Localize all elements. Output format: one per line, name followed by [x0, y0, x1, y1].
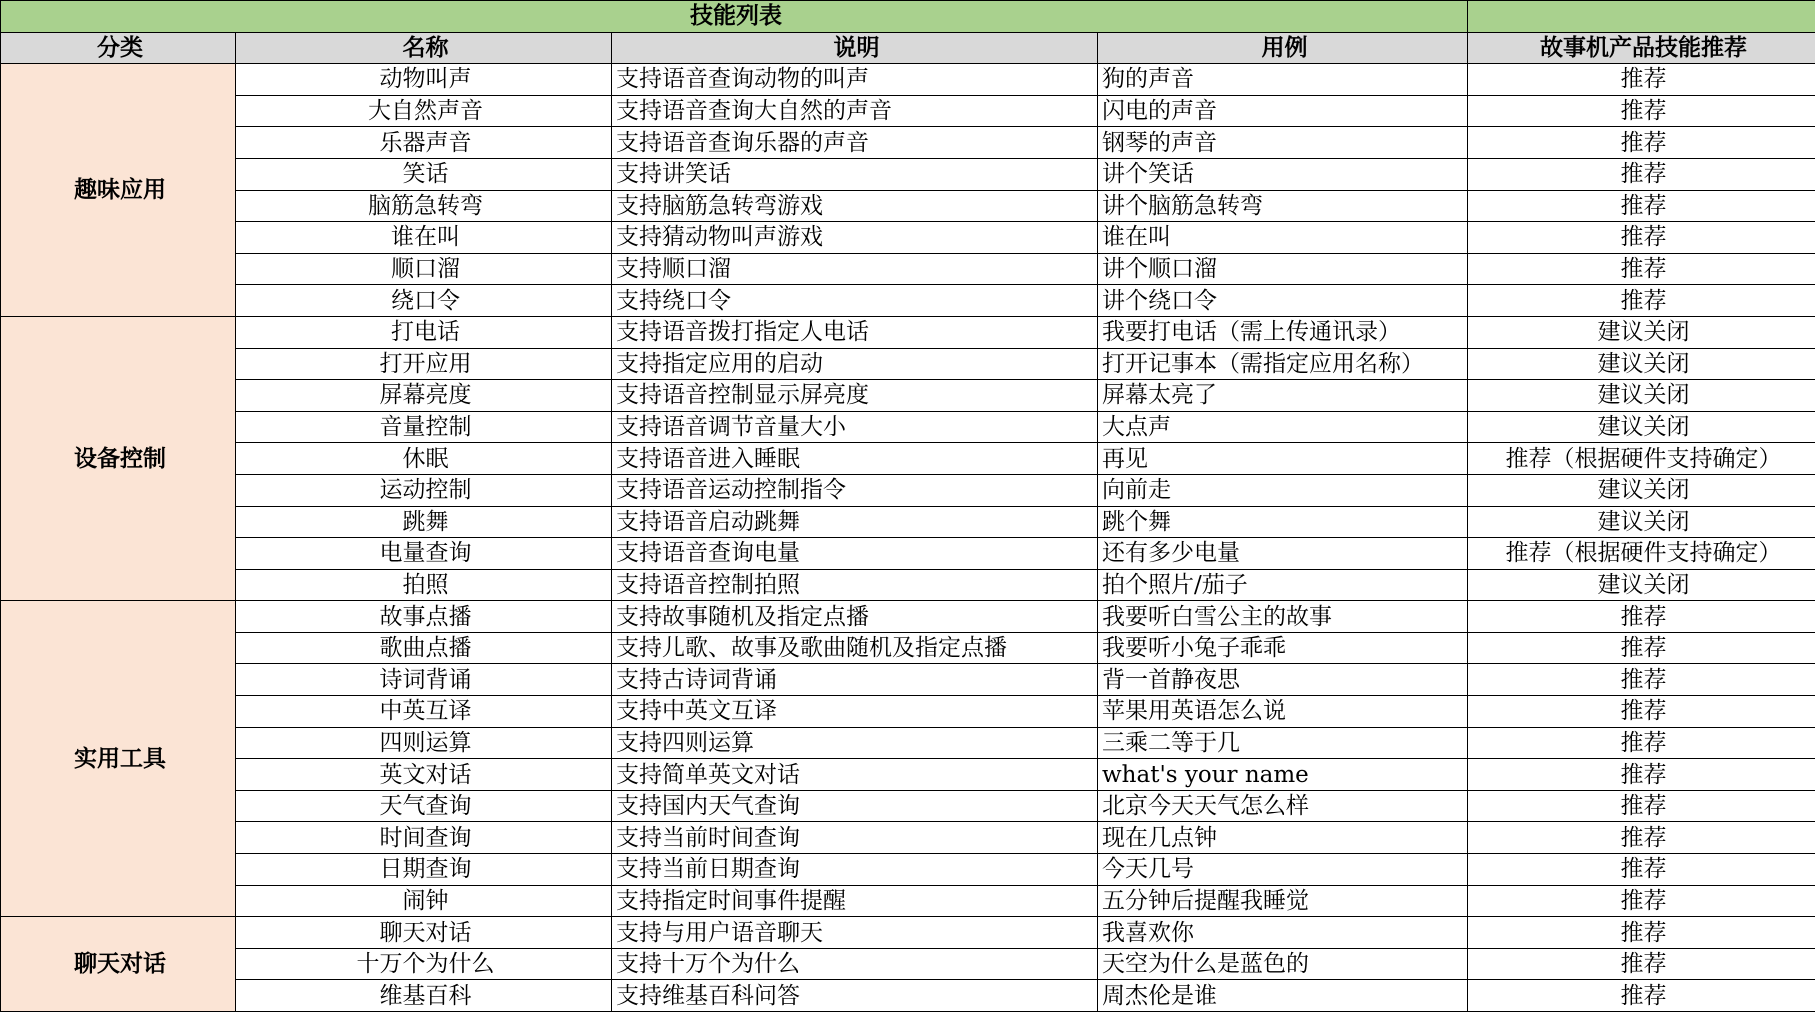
table-row	[1, 253, 1815, 285]
example-cell: what's your name	[1098, 759, 1468, 791]
example-cell: 讲个绕口令	[1098, 285, 1468, 317]
example-cell: 闪电的声音	[1098, 95, 1468, 127]
category-cell: 聊天对话	[1, 917, 236, 1012]
table-row	[1, 948, 1815, 980]
table-row	[1, 127, 1815, 159]
example-cell: 拍个照片/茄子	[1098, 569, 1468, 601]
table-row	[1, 569, 1815, 601]
example-cell: 我要听白雪公主的故事	[1098, 601, 1468, 633]
example-cell: 讲个笑话	[1098, 158, 1468, 190]
category-cell: 实用工具	[1, 601, 236, 917]
example-cell: 狗的声音	[1098, 64, 1468, 96]
example-cell: 天空为什么是蓝色的	[1098, 948, 1468, 980]
example-cell: 谁在叫	[1098, 222, 1468, 254]
recommendation-cell: 推荐	[1468, 664, 1815, 696]
table-row	[1, 696, 1815, 728]
table-row	[1, 759, 1815, 791]
skill-name-cell: 顺口溜	[236, 253, 612, 285]
example-cell: 三乘二等于几	[1098, 727, 1468, 759]
recommendation-cell: 建议关闭	[1468, 348, 1815, 380]
table-row	[1, 506, 1815, 538]
skill-name-cell: 维基百科	[236, 980, 612, 1012]
description-cell: 支持语音查询动物的叫声	[612, 64, 1098, 96]
recommendation-cell: 推荐	[1468, 190, 1815, 222]
skill-name-cell: 电量查询	[236, 538, 612, 570]
table-row	[1, 285, 1815, 317]
description-cell: 支持简单英文对话	[612, 759, 1098, 791]
table-row	[1, 822, 1815, 854]
table-row	[1, 854, 1815, 886]
example-cell: 还有多少电量	[1098, 538, 1468, 570]
example-cell: 向前走	[1098, 474, 1468, 506]
example-cell: 背一首静夜思	[1098, 664, 1468, 696]
recommendation-cell: 推荐	[1468, 822, 1815, 854]
header-description: 说明	[612, 32, 1098, 64]
table-row	[1, 727, 1815, 759]
recommendation-cell: 建议关闭	[1468, 411, 1815, 443]
table-row	[1, 632, 1815, 664]
description-cell: 支持语音控制拍照	[612, 569, 1098, 601]
table-row	[1, 64, 1815, 96]
recommendation-cell: 推荐	[1468, 632, 1815, 664]
description-cell: 支持四则运算	[612, 727, 1098, 759]
skill-name-cell: 休眠	[236, 443, 612, 475]
recommendation-cell: 推荐	[1468, 727, 1815, 759]
recommendation-cell: 推荐	[1468, 790, 1815, 822]
skill-name-cell: 闹钟	[236, 885, 612, 917]
title-row	[1, 1, 1815, 33]
description-cell: 支持语音进入睡眠	[612, 443, 1098, 475]
skill-name-cell: 谁在叫	[236, 222, 612, 254]
example-cell: 再见	[1098, 443, 1468, 475]
recommendation-cell: 推荐	[1468, 601, 1815, 633]
table-row	[1, 222, 1815, 254]
description-cell: 支持语音拨打指定人电话	[612, 316, 1098, 348]
skill-name-cell: 聊天对话	[236, 917, 612, 949]
recommendation-cell: 推荐	[1468, 696, 1815, 728]
description-cell: 支持儿歌、故事及歌曲随机及指定点播	[612, 632, 1098, 664]
recommendation-cell: 推荐	[1468, 980, 1815, 1012]
skill-name-cell: 乐器声音	[236, 127, 612, 159]
example-cell: 我喜欢你	[1098, 917, 1468, 949]
description-cell: 支持国内天气查询	[612, 790, 1098, 822]
recommendation-cell: 推荐	[1468, 222, 1815, 254]
skill-name-cell: 音量控制	[236, 411, 612, 443]
example-cell: 大点声	[1098, 411, 1468, 443]
header-name: 名称	[236, 32, 612, 64]
table-body	[1, 64, 1815, 1012]
example-cell: 我要听小兔子乖乖	[1098, 632, 1468, 664]
header-row	[1, 32, 1815, 64]
table-row	[1, 980, 1815, 1012]
header-category: 分类	[1, 32, 236, 64]
skill-name-cell: 打电话	[236, 316, 612, 348]
skill-name-cell: 时间查询	[236, 822, 612, 854]
skill-name-cell: 屏幕亮度	[236, 380, 612, 412]
skill-name-cell: 跳舞	[236, 506, 612, 538]
title-blank-cell	[1468, 1, 1815, 33]
skill-name-cell: 十万个为什么	[236, 948, 612, 980]
table-row	[1, 158, 1815, 190]
example-cell: 我要打电话（需上传通讯录）	[1098, 316, 1468, 348]
category-cell: 趣味应用	[1, 64, 236, 317]
description-cell: 支持语音启动跳舞	[612, 506, 1098, 538]
description-cell: 支持脑筋急转弯游戏	[612, 190, 1098, 222]
description-cell: 支持中英文互译	[612, 696, 1098, 728]
recommendation-cell: 推荐	[1468, 253, 1815, 285]
skill-name-cell: 英文对话	[236, 759, 612, 791]
recommendation-cell: 推荐	[1468, 95, 1815, 127]
table-row	[1, 917, 1815, 949]
recommendation-cell: 推荐	[1468, 158, 1815, 190]
table-row	[1, 95, 1815, 127]
description-cell: 支持语音查询乐器的声音	[612, 127, 1098, 159]
table-row	[1, 411, 1815, 443]
description-cell: 支持指定时间事件提醒	[612, 885, 1098, 917]
table-row	[1, 790, 1815, 822]
table-row	[1, 474, 1815, 506]
skill-name-cell: 日期查询	[236, 854, 612, 886]
recommendation-cell: 推荐	[1468, 885, 1815, 917]
description-cell: 支持维基百科问答	[612, 980, 1098, 1012]
table-row	[1, 190, 1815, 222]
table-row	[1, 316, 1815, 348]
example-cell: 周杰伦是谁	[1098, 980, 1468, 1012]
skill-name-cell: 拍照	[236, 569, 612, 601]
recommendation-cell: 建议关闭	[1468, 569, 1815, 601]
description-cell: 支持语音控制显示屏亮度	[612, 380, 1098, 412]
recommendation-cell: 建议关闭	[1468, 474, 1815, 506]
recommendation-cell: 推荐	[1468, 948, 1815, 980]
example-cell: 现在几点钟	[1098, 822, 1468, 854]
description-cell: 支持古诗词背诵	[612, 664, 1098, 696]
description-cell: 支持语音调节音量大小	[612, 411, 1098, 443]
skill-name-cell: 绕口令	[236, 285, 612, 317]
description-cell: 支持绕口令	[612, 285, 1098, 317]
example-cell: 跳个舞	[1098, 506, 1468, 538]
example-cell: 今天几号	[1098, 854, 1468, 886]
skill-name-cell: 运动控制	[236, 474, 612, 506]
skill-name-cell: 中英互译	[236, 696, 612, 728]
table-row	[1, 348, 1815, 380]
skill-name-cell: 脑筋急转弯	[236, 190, 612, 222]
example-cell: 打开记事本（需指定应用名称）	[1098, 348, 1468, 380]
skill-name-cell: 诗词背诵	[236, 664, 612, 696]
recommendation-cell: 推荐	[1468, 285, 1815, 317]
recommendation-cell: 建议关闭	[1468, 380, 1815, 412]
recommendation-cell: 建议关闭	[1468, 506, 1815, 538]
header-recommend: 故事机产品技能推荐	[1468, 32, 1815, 64]
description-cell: 支持故事随机及指定点播	[612, 601, 1098, 633]
description-cell: 支持十万个为什么	[612, 948, 1098, 980]
skill-name-cell: 笑话	[236, 158, 612, 190]
skill-name-cell: 动物叫声	[236, 64, 612, 96]
recommendation-cell: 推荐	[1468, 127, 1815, 159]
recommendation-cell: 建议关闭	[1468, 316, 1815, 348]
skill-name-cell: 大自然声音	[236, 95, 612, 127]
example-cell: 讲个顺口溜	[1098, 253, 1468, 285]
skill-name-cell: 天气查询	[236, 790, 612, 822]
example-cell: 屏幕太亮了	[1098, 380, 1468, 412]
example-cell: 北京今天天气怎么样	[1098, 790, 1468, 822]
skill-name-cell: 歌曲点播	[236, 632, 612, 664]
description-cell: 支持语音运动控制指令	[612, 474, 1098, 506]
table-title: 技能列表	[1, 1, 1468, 33]
table-row	[1, 885, 1815, 917]
recommendation-cell: 推荐	[1468, 759, 1815, 791]
example-cell: 五分钟后提醒我睡觉	[1098, 885, 1468, 917]
description-cell: 支持顺口溜	[612, 253, 1098, 285]
table-row	[1, 443, 1815, 475]
description-cell: 支持与用户语音聊天	[612, 917, 1098, 949]
table-row	[1, 664, 1815, 696]
description-cell: 支持语音查询电量	[612, 538, 1098, 570]
recommendation-cell: 推荐（根据硬件支持确定）	[1468, 538, 1815, 570]
skill-name-cell: 打开应用	[236, 348, 612, 380]
table-row	[1, 380, 1815, 412]
table-row	[1, 601, 1815, 633]
description-cell: 支持猜动物叫声游戏	[612, 222, 1098, 254]
description-cell: 支持当前时间查询	[612, 822, 1098, 854]
description-cell: 支持语音查询大自然的声音	[612, 95, 1098, 127]
category-cell: 设备控制	[1, 316, 236, 600]
recommendation-cell: 推荐（根据硬件支持确定）	[1468, 443, 1815, 475]
recommendation-cell: 推荐	[1468, 64, 1815, 96]
recommendation-cell: 推荐	[1468, 854, 1815, 886]
header-example: 用例	[1098, 32, 1468, 64]
description-cell: 支持指定应用的启动	[612, 348, 1098, 380]
example-cell: 讲个脑筋急转弯	[1098, 190, 1468, 222]
table-row	[1, 538, 1815, 570]
example-cell: 钢琴的声音	[1098, 127, 1468, 159]
description-cell: 支持讲笑话	[612, 158, 1098, 190]
skill-name-cell: 四则运算	[236, 727, 612, 759]
skill-name-cell: 故事点播	[236, 601, 612, 633]
recommendation-cell: 推荐	[1468, 917, 1815, 949]
description-cell: 支持当前日期查询	[612, 854, 1098, 886]
example-cell: 苹果用英语怎么说	[1098, 696, 1468, 728]
